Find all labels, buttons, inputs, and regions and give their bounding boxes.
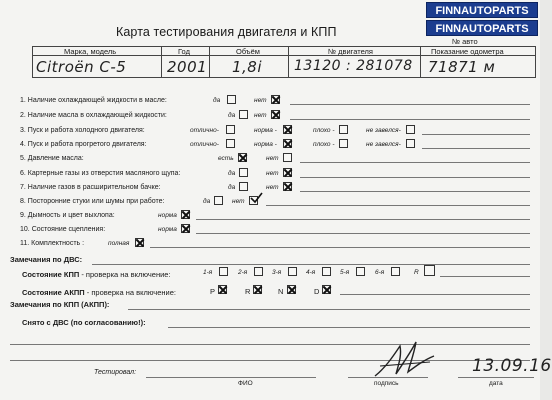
q7-yes-checkbox[interactable]: [239, 182, 248, 191]
akpp-desc: - проверка на включение:: [84, 288, 176, 297]
q6-no-checkbox[interactable]: [283, 168, 292, 177]
extra-line-1: [10, 344, 530, 345]
q4-nostart-label: не завелся-: [366, 141, 401, 148]
akpp-p-label: P: [210, 287, 216, 296]
akpp-note-line: [340, 294, 530, 295]
q4-note-line: [422, 148, 530, 149]
q2-note-line: [290, 119, 530, 120]
q1-no-checkbox[interactable]: [271, 95, 280, 104]
q3-excellent-checkbox[interactable]: [226, 125, 235, 134]
q9-number: 9.: [20, 212, 26, 219]
q4-number: 4.: [20, 141, 26, 148]
q8-check-mark-icon: [248, 192, 264, 206]
col-volume-header: Объём: [236, 47, 260, 56]
q3-nostart-label: не завелся-: [366, 127, 401, 134]
q11-full-label: полная: [108, 240, 130, 247]
q6-note-line: [300, 177, 530, 178]
kpp-label: Состояние КПП: [22, 270, 80, 279]
col-engine-header: № двигателя: [328, 47, 373, 56]
watermark-line-2: FINNAUTOPARTS: [426, 20, 538, 36]
q2-no-checkbox[interactable]: [271, 110, 280, 119]
q3-nostart-checkbox[interactable]: [406, 125, 415, 134]
q8-text: Посторонние стуки или шумы при работе:: [27, 198, 165, 205]
akpp-n-label: N: [278, 287, 284, 296]
q2-yes-checkbox[interactable]: [239, 110, 248, 119]
date-line: [458, 377, 534, 378]
q6-no-label: нет: [266, 170, 279, 177]
q11-note-line: [150, 247, 530, 248]
gear-r-checkbox[interactable]: [424, 265, 435, 276]
gear-1-checkbox[interactable]: [219, 267, 228, 276]
col-make-header: Марка, модель: [64, 47, 117, 56]
engine-value: 13120 : 281078: [294, 58, 413, 74]
gear-3-checkbox[interactable]: [288, 267, 297, 276]
q6-yes-label: да: [228, 170, 236, 177]
q6-yes-checkbox[interactable]: [239, 168, 248, 177]
q4-normal-label: норма -: [254, 141, 277, 148]
q1-number: 1.: [20, 97, 26, 104]
q6-number: 6.: [20, 170, 26, 177]
q5-no-checkbox[interactable]: [283, 153, 292, 162]
q3-bad-checkbox[interactable]: [339, 125, 348, 134]
make-value: Citroën C-5: [36, 58, 127, 76]
kpp-note-line: [440, 276, 530, 277]
q3-normal-checkbox[interactable]: [283, 125, 292, 134]
q8-yes-label: да: [203, 198, 211, 205]
remarks-engine-label: Замечания по ДВС:: [10, 255, 83, 264]
year-value: 2001: [167, 58, 208, 76]
q3-note-line: [422, 134, 530, 135]
gear-5-checkbox[interactable]: [356, 267, 365, 276]
q4-bad-checkbox[interactable]: [339, 139, 348, 148]
gear-4-checkbox[interactable]: [322, 267, 331, 276]
signature-label: подпись: [374, 380, 399, 387]
q11-number: 11.: [20, 240, 30, 247]
akpp-r-checkbox[interactable]: [253, 285, 262, 294]
removed-label: Снято с ДВС (по согласованию!):: [22, 318, 146, 327]
q7-text: Наличие газов в расширительном бачке:: [27, 184, 161, 191]
date-value: 13.09.16: [472, 356, 552, 376]
q10-note-line: [196, 233, 530, 234]
akpp-p-checkbox[interactable]: [218, 285, 227, 294]
q4-excellent-label: отлично-: [190, 141, 219, 148]
q4-normal-checkbox[interactable]: [283, 139, 292, 148]
q3-text: Пуск и работа холодного двигателя:: [27, 127, 145, 134]
remarks-engine-line: [92, 264, 530, 265]
gear-1-label: 1-я: [203, 269, 213, 276]
volume-value: 1,8i: [232, 58, 263, 76]
q7-no-label: нет: [266, 184, 279, 191]
q3-excellent-label: отлично-: [190, 127, 219, 134]
q4-bad-label: плохо -: [313, 141, 335, 148]
fio-line: [146, 377, 316, 378]
q5-present-label: есть: [218, 155, 234, 162]
q2-no-label: нет: [254, 112, 267, 119]
q5-number: 5.: [20, 155, 26, 162]
q10-normal-label: норма: [158, 226, 177, 233]
col-odo-header: Показание одометра: [431, 47, 504, 56]
col-year-header: Год: [178, 47, 190, 56]
q3-normal-label: норма -: [254, 127, 277, 134]
q9-normal-checkbox[interactable]: [181, 210, 190, 219]
akpp-r-label: R: [245, 287, 251, 296]
q2-number: 2.: [20, 112, 26, 119]
q7-no-checkbox[interactable]: [283, 182, 292, 191]
gear-5-label: 5-я: [340, 269, 350, 276]
remarks-gearbox-line: [128, 309, 530, 310]
watermark-line-1: FINNAUTOPARTS: [426, 2, 538, 18]
q10-normal-checkbox[interactable]: [181, 224, 190, 233]
q6-text: Картерные газы из отверстия масляного щупа:: [27, 170, 181, 177]
extra-line-2: [10, 360, 530, 361]
q8-no-label: нет: [232, 198, 245, 205]
q4-excellent-checkbox[interactable]: [226, 139, 235, 148]
remarks-gearbox-label: Замечания по КПП (АКПП):: [10, 300, 110, 309]
q8-note-line: [266, 205, 530, 206]
gear-r-label: R: [414, 269, 419, 276]
q1-text: Наличие охлаждающей жидкости в масле:: [27, 97, 167, 104]
q11-text: Комплектность :: [31, 240, 85, 247]
q8-yes-checkbox[interactable]: [214, 196, 223, 205]
q7-note-line: [300, 191, 530, 192]
removed-line: [168, 327, 530, 328]
q7-number: 7.: [20, 184, 26, 191]
tested-label: Тестировал:: [94, 369, 137, 376]
gear-4-label: 4-я: [306, 269, 316, 276]
q9-text: Дымность и цвет выхлопа:: [27, 212, 115, 219]
signature-scribble-icon: [370, 338, 440, 382]
q10-text: Состояние сцепления:: [31, 226, 106, 233]
q1-note-line: [290, 104, 530, 105]
q10-number: 10.: [20, 226, 30, 233]
akpp-label: Состояние АКПП: [22, 288, 85, 297]
gear-6-label: 6-я: [375, 269, 385, 276]
q4-text: Пуск и работа прогретого двигателя:: [27, 141, 147, 148]
q7-yes-label: да: [228, 184, 236, 191]
q1-yes-label: да: [213, 97, 221, 104]
fio-label: ФИО: [238, 380, 253, 387]
akpp-n-checkbox[interactable]: [287, 285, 296, 294]
date-label: дата: [489, 380, 503, 387]
q1-no-label: нет: [254, 97, 267, 104]
q2-yes-label: да: [228, 112, 236, 119]
q9-note-line: [196, 219, 530, 220]
auto-number-label: № авто: [452, 37, 478, 46]
q5-note-line: [300, 162, 530, 163]
q4-nostart-checkbox[interactable]: [406, 139, 415, 148]
gear-2-checkbox[interactable]: [254, 267, 263, 276]
odo-value: 71871 м: [428, 58, 496, 76]
q5-text: Давление масла:: [27, 155, 84, 162]
q9-normal-label: норма: [158, 212, 177, 219]
q5-no-label: нет: [266, 155, 279, 162]
kpp-desc: - проверка на включение:: [79, 270, 171, 279]
q8-number: 8.: [20, 198, 26, 205]
q2-text: Наличие масла в охлаждающей жидкости:: [27, 112, 167, 119]
akpp-d-checkbox[interactable]: [322, 285, 331, 294]
q1-yes-checkbox[interactable]: [227, 95, 236, 104]
page-title: Карта тестирования двигателя и КПП: [116, 25, 337, 39]
akpp-d-label: D: [314, 287, 320, 296]
q3-number: 3.: [20, 127, 26, 134]
q3-bad-label: плохо -: [313, 127, 335, 134]
gear-6-checkbox[interactable]: [391, 267, 400, 276]
gear-2-label: 2-я: [238, 269, 248, 276]
q5-present-checkbox[interactable]: [238, 153, 247, 162]
q11-full-checkbox[interactable]: [135, 238, 144, 247]
gear-3-label: 3-я: [272, 269, 282, 276]
